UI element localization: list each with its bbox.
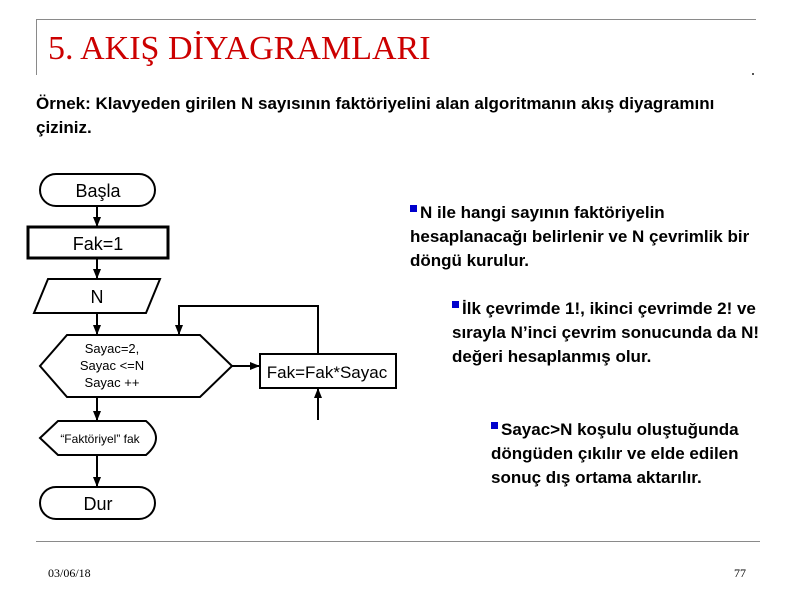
bullet-square-icon [491,422,498,429]
loop-hexagon [40,335,232,397]
bottom-rule [36,541,760,542]
bullet-1 [410,201,785,273]
output-label: “Faktöriyel” fak [60,432,140,446]
start-terminal [40,174,155,206]
footer-date: 03/06/18 [48,566,91,580]
init-process [28,227,168,258]
end-label: Dur [83,494,113,514]
start-label: Başla [75,181,121,201]
bullet-3 [491,418,781,490]
output-display [40,421,156,455]
bullet-2-text: İlk çevrimde 1!, ikinci çevrimde 2! ve sırayla N’inci çevrim sonucunda da N! değeri hesaplanmış olur. [452,299,760,366]
multiply-process [260,354,396,388]
end-terminal [40,487,155,519]
page-number: 77 [734,566,746,580]
loop-label-3: Sayac ++ [84,375,140,390]
input-parallelogram [34,279,160,313]
init-label: Fak=1 [72,234,124,254]
bullet-1-text: N ile hangi sayının faktöriyelin hesaplanacağı belirlenir ve N çevrimlik bir döngü kurulur. [410,203,750,270]
bullet-square-icon [410,205,417,212]
slide-title: 5. AKIŞ DİYAGRAMLARI [48,30,431,67]
loop-label-2: Sayac <=N [79,358,145,373]
bullet-3-text: Sayac>N koşulu oluştuğunda döngüden çıkılır ve elde edilen sonuç dış ortama aktarılır. [491,420,739,487]
bullet-square-icon [452,301,459,308]
process-label: Fak=Fak*Sayac [266,363,388,382]
bullet-2 [452,297,787,369]
loop-label-1: Sayac=2, [84,341,140,356]
intro-text: Örnek: Klavyeden girilen N sayısının faktöriyelini alan algoritmanın akış diyagramını çiziniz. [36,94,715,137]
input-label: N [90,287,104,307]
